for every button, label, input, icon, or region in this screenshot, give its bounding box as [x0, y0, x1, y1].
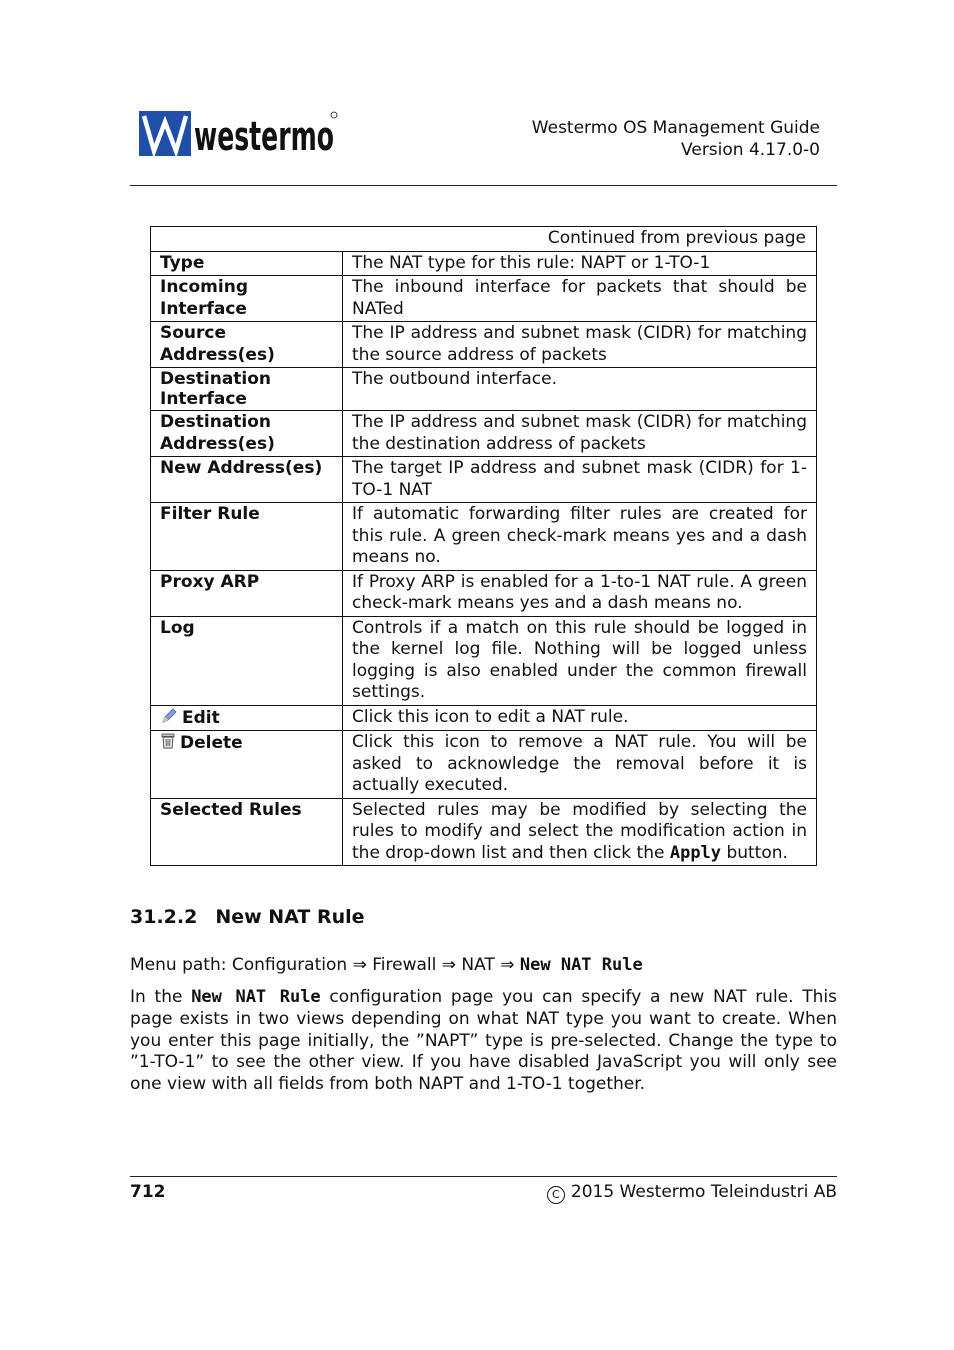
field-description: The inbound interface for packets that should be NATed: [343, 276, 817, 322]
table-row: [151, 705, 817, 731]
field-description: The target IP address and subnet mask (CIDR) for 1-TO-1 NAT: [343, 457, 817, 503]
table-row: [151, 251, 817, 276]
westermo-logo: [139, 110, 339, 158]
copyright-notice: C 2015 Westermo Teleindustri AB: [547, 1182, 837, 1204]
table-row: [151, 322, 817, 368]
table-row: [151, 616, 817, 705]
trash-icon: [160, 732, 176, 750]
field-description: If automatic forwarding filter rules are created for this rule. A green check-mark means yes and a dash means no.: [343, 503, 817, 571]
copyright-icon: C: [547, 1186, 565, 1204]
guide-title: Westermo OS Management Guide: [531, 118, 820, 138]
apply-code: Apply: [669, 842, 722, 863]
svg-text:westermo: westermo: [194, 114, 334, 160]
field-name: Destination Interface: [151, 368, 343, 411]
field-description: The NAT type for this rule: NAPT or 1-TO-1: [343, 251, 817, 276]
field-description: The outbound interface.: [343, 368, 817, 411]
header-divider: [130, 185, 837, 186]
table-row: [151, 368, 817, 411]
table-row: [151, 798, 817, 866]
body-paragraph: In the New NAT Rule configuration page you can specify a new NAT rule. This page exists in two views depending on what NAT type you want to create. When you enter this page initially, the ”NAPT” type is pre-selected. Change the type to ”1-TO-1” to see the other view. If you have disabled JavaScript you will only see one view with all fields from both NAPT and 1-TO-1 together.: [130, 987, 838, 1095]
table-row: [151, 276, 817, 322]
field-description: Click this icon to remove a NAT rule. You will be asked to acknowledge the removal before it is actually executed.: [343, 731, 817, 799]
field-name: Selected Rules: [151, 798, 343, 866]
table-row: [151, 503, 817, 571]
field-description: Click this icon to edit a NAT rule.: [343, 705, 817, 731]
field-description: If Proxy ARP is enabled for a 1-to-1 NAT rule. A green check-mark means yes and a dash means no.: [343, 570, 817, 616]
field-name: Delete: [151, 731, 343, 799]
section-number: 31.2.2: [130, 906, 198, 928]
table-row: [151, 411, 817, 457]
nat-fields-table: [150, 226, 817, 866]
section-title: New NAT Rule: [215, 906, 365, 928]
field-description: The IP address and subnet mask (CIDR) for matching the destination address of packets: [343, 411, 817, 457]
field-name: Destination Address(es): [151, 411, 343, 457]
menu-path: Menu path: Configuration ⇒ Firewall ⇒ NAT ⇒ New NAT Rule: [130, 955, 643, 975]
arrow-icon: ⇒: [352, 955, 367, 975]
footer-divider: [130, 1176, 837, 1177]
section-heading: [130, 906, 365, 928]
continued-label: Continued from previous page: [151, 227, 817, 252]
document-header: [532, 117, 820, 161]
field-name: Source Address(es): [151, 322, 343, 368]
field-name: Filter Rule: [151, 503, 343, 571]
field-name: Log: [151, 616, 343, 705]
table-row: [151, 731, 817, 799]
field-description: Selected rules may be modified by selecting the rules to modify and select the modification action in the drop-down list and then click the Apply button.: [343, 798, 817, 866]
guide-version: Version 4.17.0-0: [681, 140, 820, 160]
table-row: [151, 570, 817, 616]
table-continued-row: [151, 227, 817, 252]
page-number: 712: [130, 1182, 166, 1202]
field-description: Controls if a match on this rule should be logged in the kernel log file. Nothing will be logged unless logging is also enabled under the common firewall settings.: [343, 616, 817, 705]
field-name: Type: [151, 251, 343, 276]
field-name: Edit: [151, 705, 343, 731]
field-name: New Address(es): [151, 457, 343, 503]
field-name: Proxy ARP: [151, 570, 343, 616]
table-row: [151, 457, 817, 503]
arrow-icon: ⇒: [441, 955, 456, 975]
arrow-icon: ⇒: [500, 955, 515, 975]
field-description: The IP address and subnet mask (CIDR) for matching the source address of packets: [343, 322, 817, 368]
field-name: Incoming Interface: [151, 276, 343, 322]
pencil-icon: [160, 707, 178, 725]
